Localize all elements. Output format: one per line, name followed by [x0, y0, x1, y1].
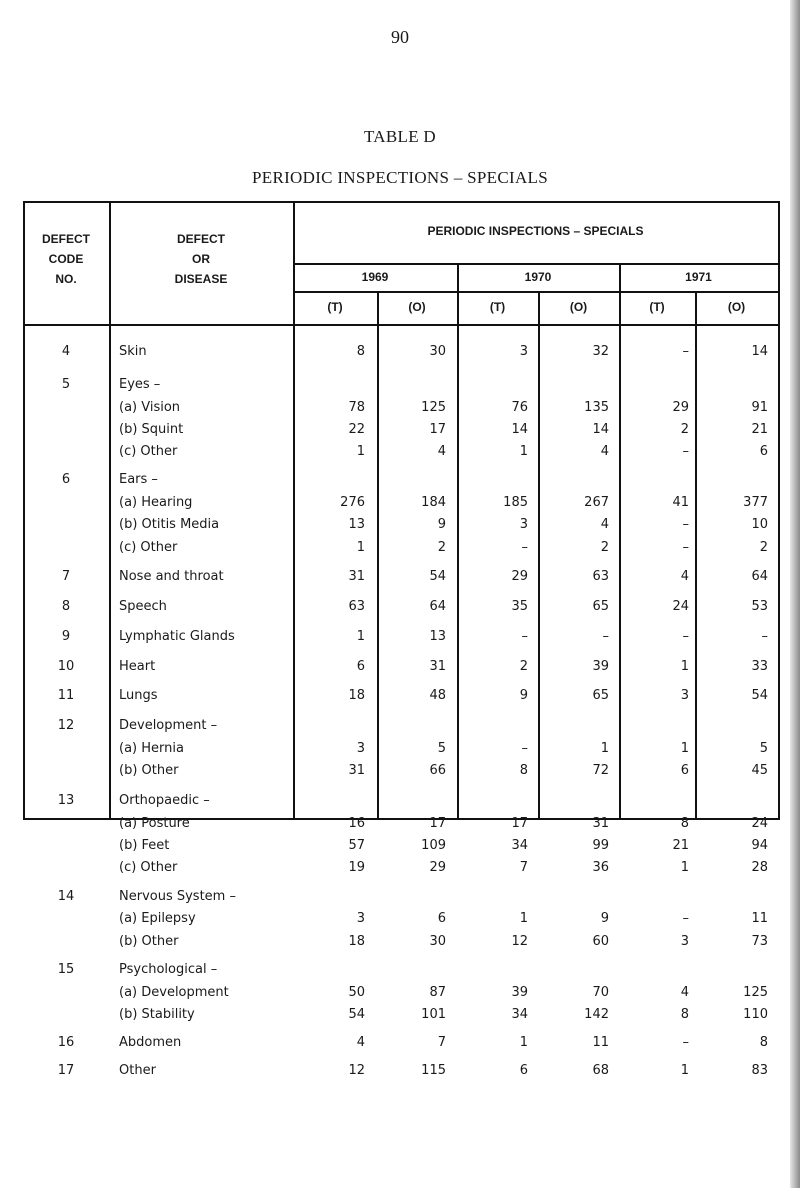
row-label: (c) Other [119, 540, 178, 555]
row-value: 1 [519, 444, 528, 459]
row-value: 39 [511, 985, 528, 1000]
row-code: 10 [57, 659, 75, 674]
row-value: 30 [429, 934, 446, 949]
row-value: – [521, 629, 528, 644]
row-label: (b) Stability [119, 1007, 195, 1022]
row-value: 14 [592, 422, 609, 437]
row-value: 11 [592, 1035, 609, 1050]
row-value: 1 [356, 629, 365, 644]
row-code: 9 [61, 629, 71, 644]
header-defect-disease [109, 229, 293, 289]
col-divider [293, 201, 295, 818]
row-value: – [761, 629, 768, 644]
row-value: 1 [356, 540, 365, 555]
row-value: 21 [672, 838, 689, 853]
row-value: 4 [600, 444, 609, 459]
row-value: 11 [751, 911, 768, 926]
row-value: – [521, 741, 528, 756]
row-value: 14 [511, 422, 528, 437]
row-value: 1 [680, 860, 689, 875]
row-value: 6 [519, 1063, 528, 1078]
row-value: 70 [592, 985, 609, 1000]
row-value: 68 [592, 1063, 609, 1078]
row-value: 17 [511, 816, 528, 831]
row-value: 18 [348, 688, 365, 703]
row-value: 6 [356, 659, 365, 674]
row-value: 3 [680, 688, 689, 703]
row-label: (a) Epilepsy [119, 911, 196, 926]
page-number: 90 [391, 27, 409, 47]
row-value: 13 [348, 517, 365, 532]
row-label: Other [119, 1063, 156, 1078]
col-divider [619, 263, 621, 818]
row-label: Skin [119, 344, 147, 359]
row-value: 1 [600, 741, 609, 756]
row-label: Orthopaedic – [119, 793, 210, 808]
row-value: 76 [511, 400, 528, 415]
row-value: 8 [519, 763, 528, 778]
row-value: 185 [503, 495, 528, 510]
row-label: Lungs [119, 688, 158, 703]
row-value: 8 [759, 1035, 768, 1050]
row-value: 1 [356, 444, 365, 459]
row-value: 29 [672, 400, 689, 415]
row-value: 31 [348, 569, 365, 584]
row-value: 2 [600, 540, 609, 555]
row-code: 4 [61, 344, 71, 359]
row-value: 267 [584, 495, 609, 510]
row-value: 3 [519, 344, 528, 359]
row-value: 22 [348, 422, 365, 437]
row-value: 101 [421, 1007, 446, 1022]
row-value: – [521, 540, 528, 555]
row-value: 35 [511, 599, 528, 614]
row-value: 99 [592, 838, 609, 853]
header-defect-code [23, 229, 109, 289]
row-label: (a) Development [119, 985, 229, 1000]
row-value: 64 [429, 599, 446, 614]
row-value: 184 [421, 495, 446, 510]
row-value: 31 [348, 763, 365, 778]
header-subcol: (T) [489, 300, 506, 314]
row-label: (a) Posture [119, 816, 190, 831]
row-value: 87 [429, 985, 446, 1000]
row-value: 8 [680, 1007, 689, 1022]
row-label: Speech [119, 599, 167, 614]
header-bottom [23, 324, 780, 326]
row-value: 53 [751, 599, 768, 614]
row-label: (c) Other [119, 444, 178, 459]
row-label: (b) Feet [119, 838, 170, 853]
col-divider [109, 201, 111, 818]
row-value: 18 [348, 934, 365, 949]
row-label: Abdomen [119, 1035, 182, 1050]
row-label: Lymphatic Glands [119, 629, 235, 644]
header-subcol: (T) [327, 300, 343, 314]
row-label: (b) Otitis Media [119, 517, 220, 532]
row-value: 115 [421, 1063, 446, 1078]
row-code: 13 [57, 793, 75, 808]
table-border-right [778, 201, 780, 818]
row-value: 60 [592, 934, 609, 949]
row-value: 94 [751, 838, 768, 853]
row-value: 2 [437, 540, 446, 555]
row-value: 1 [519, 911, 528, 926]
row-value: 24 [672, 599, 689, 614]
row-value: 12 [348, 1063, 365, 1078]
header-line: DISEASE [174, 272, 228, 286]
row-label: (b) Squint [119, 422, 184, 437]
row-code: 16 [57, 1035, 75, 1050]
row-value: 45 [751, 763, 768, 778]
row-value: 41 [672, 495, 689, 510]
row-value: 73 [751, 934, 768, 949]
col-divider [377, 291, 379, 818]
row-value: 9 [519, 688, 528, 703]
row-value: 64 [751, 569, 768, 584]
row-value: 2 [680, 422, 689, 437]
row-value: 9 [600, 911, 609, 926]
row-label: (b) Other [119, 934, 179, 949]
row-value: 1 [680, 1063, 689, 1078]
row-label: (a) Hearing [119, 495, 193, 510]
row-value: 2 [759, 540, 768, 555]
row-code: 17 [57, 1063, 75, 1078]
table-subtitle: PERIODIC INSPECTIONS – SPECIALS [252, 168, 548, 187]
row-code: 14 [57, 889, 75, 904]
header-line: DEFECT [177, 232, 225, 246]
row-value: 78 [348, 400, 365, 415]
row-value: 4 [600, 517, 609, 532]
row-label: Eyes – [119, 377, 161, 392]
row-value: 377 [743, 495, 768, 510]
row-value: 109 [421, 838, 446, 853]
row-code: 6 [61, 472, 71, 487]
row-value: 4 [680, 569, 689, 584]
header-subcol: (T) [649, 300, 665, 314]
row-value: 54 [429, 569, 446, 584]
header-divider [293, 263, 780, 265]
header-year: 1970 [524, 270, 552, 284]
row-label: Nervous System – [119, 889, 236, 904]
row-value: 7 [437, 1035, 446, 1050]
row-value: 6 [437, 911, 446, 926]
row-value: 8 [680, 816, 689, 831]
row-value: 135 [584, 400, 609, 415]
row-value: 3 [519, 517, 528, 532]
row-value: 29 [429, 860, 446, 875]
row-value: 4 [437, 444, 446, 459]
row-value: 32 [592, 344, 609, 359]
header-group: PERIODIC INSPECTIONS – SPECIALS [427, 224, 644, 238]
row-value: 72 [592, 763, 609, 778]
header-subcol: (O) [727, 300, 746, 314]
header-year: 1969 [361, 270, 389, 284]
row-value: 10 [751, 517, 768, 532]
row-value: 65 [592, 599, 609, 614]
row-value: 33 [751, 659, 768, 674]
row-value: – [602, 629, 609, 644]
row-value: – [682, 629, 689, 644]
row-value: – [682, 911, 689, 926]
row-code: 15 [57, 962, 75, 977]
row-value: 36 [592, 860, 609, 875]
row-label: Ears – [119, 472, 158, 487]
row-value: 14 [751, 344, 768, 359]
col-divider [695, 291, 697, 818]
row-value: 91 [751, 400, 768, 415]
row-value: 1 [680, 659, 689, 674]
row-value: 2 [519, 659, 528, 674]
row-value: – [682, 1035, 689, 1050]
row-code: 11 [57, 688, 75, 703]
header-subcol: (O) [408, 300, 426, 314]
row-value: 4 [680, 985, 689, 1000]
row-value: 24 [751, 816, 768, 831]
row-value: 54 [751, 688, 768, 703]
row-value: 17 [429, 816, 446, 831]
table-title: TABLE D [363, 127, 437, 146]
row-value: 66 [429, 763, 446, 778]
header-line: NO. [55, 272, 77, 286]
header-subcol: (O) [569, 300, 588, 314]
row-value: 3 [356, 911, 365, 926]
row-code: 8 [61, 599, 71, 614]
row-value: 63 [348, 599, 365, 614]
row-value: 48 [429, 688, 446, 703]
row-value: 6 [759, 444, 768, 459]
row-value: 5 [437, 741, 446, 756]
row-value: 1 [680, 741, 689, 756]
row-value: – [682, 517, 689, 532]
row-value: 83 [751, 1063, 768, 1078]
row-value: 29 [511, 569, 528, 584]
row-value: 4 [356, 1035, 365, 1050]
row-value: 125 [743, 985, 768, 1000]
row-value: 9 [437, 517, 446, 532]
row-value: 276 [340, 495, 365, 510]
row-value: 125 [421, 400, 446, 415]
row-value: 8 [356, 344, 365, 359]
row-value: 110 [743, 1007, 768, 1022]
row-value: 17 [429, 422, 446, 437]
row-value: 28 [751, 860, 768, 875]
row-value: 13 [429, 629, 446, 644]
row-code: 12 [57, 718, 75, 733]
row-value: 5 [759, 741, 768, 756]
row-code: 5 [61, 377, 71, 392]
row-value: 63 [592, 569, 609, 584]
row-label: Heart [119, 659, 156, 674]
row-value: 34 [511, 838, 528, 853]
row-value: 3 [680, 934, 689, 949]
row-code: 7 [61, 569, 71, 584]
row-value: 57 [348, 838, 365, 853]
row-value: 7 [519, 860, 528, 875]
row-value: 31 [592, 816, 609, 831]
row-value: 1 [519, 1035, 528, 1050]
row-value: – [682, 540, 689, 555]
row-label: (c) Other [119, 860, 178, 875]
header-line: OR [192, 252, 210, 266]
row-value: 19 [348, 860, 365, 875]
header-year: 1971 [685, 270, 712, 284]
row-value: 30 [429, 344, 446, 359]
header-line: CODE [48, 252, 84, 266]
row-label: (b) Other [119, 763, 179, 778]
row-value: 31 [429, 659, 446, 674]
row-value: 16 [348, 816, 365, 831]
row-value: 39 [592, 659, 609, 674]
row-value: 142 [584, 1007, 609, 1022]
row-label: Nose and throat [119, 569, 224, 584]
row-value: 65 [592, 688, 609, 703]
row-value: 50 [348, 985, 365, 1000]
row-value: 6 [680, 763, 689, 778]
row-label: Development – [119, 718, 218, 733]
row-label: (a) Vision [119, 400, 181, 415]
row-value: 21 [751, 422, 768, 437]
col-divider [457, 263, 459, 818]
row-value: 34 [511, 1007, 528, 1022]
table-border-top [23, 201, 780, 203]
header-divider [293, 291, 780, 293]
header-line: DEFECT [42, 232, 90, 246]
row-label: (a) Hernia [119, 741, 184, 756]
row-value: – [682, 444, 689, 459]
col-divider [538, 291, 540, 818]
row-value: 54 [348, 1007, 365, 1022]
row-value: – [682, 344, 689, 359]
row-value: 12 [511, 934, 528, 949]
row-label: Psychological – [119, 962, 218, 977]
row-value: 3 [356, 741, 365, 756]
